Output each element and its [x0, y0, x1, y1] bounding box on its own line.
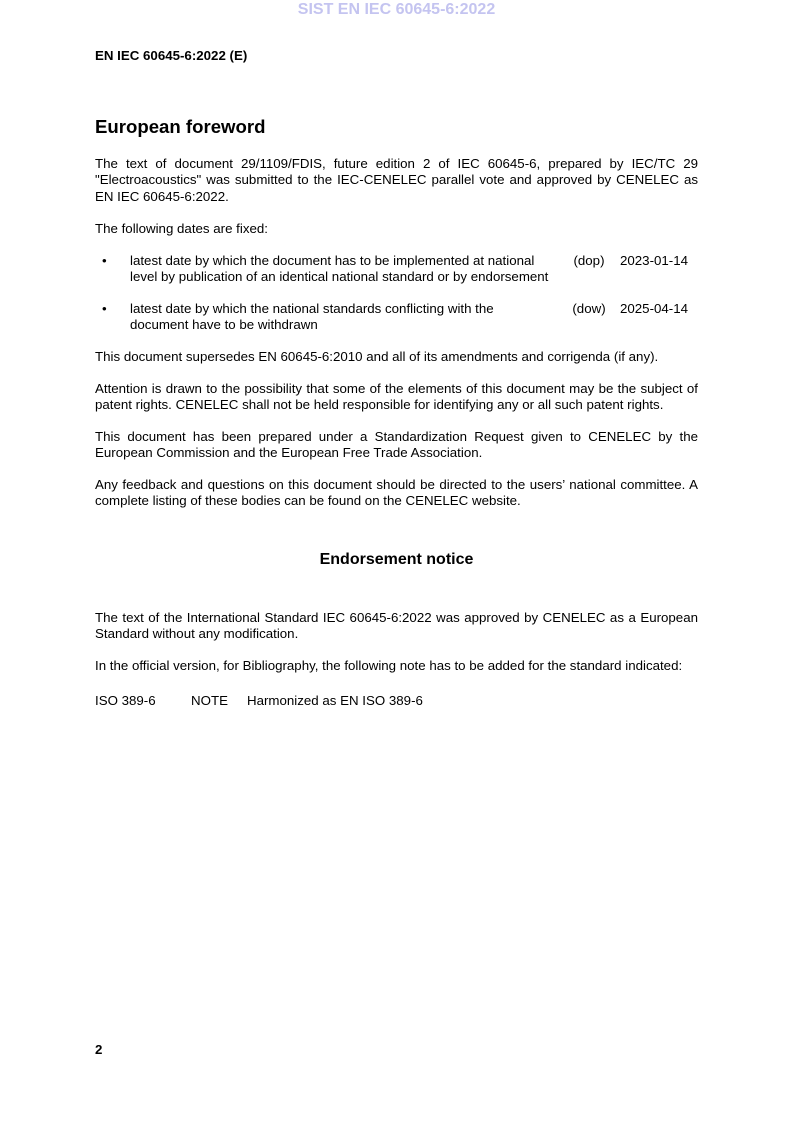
- note-text: Harmonized as EN ISO 389-6: [247, 693, 423, 708]
- foreword-paragraph-standardization-request: This document has been prepared under a Standardization Request given to CENELEC by the European Commission and the European Free Trade Association.: [95, 429, 698, 461]
- document-identifier: EN IEC 60645-6:2022 (E): [95, 48, 248, 63]
- foreword-paragraph-submission: The text of document 29/1109/FDIS, future edition 2 of IEC 60645-6, prepared by IEC/TC 29 "Electroacoustics" was submitted to the IEC-CENELEC parallel vote and approved by CENELEC as EN IEC 60645-6:2022.: [95, 156, 698, 204]
- foreword-paragraph-supersedes: This document supersedes EN 60645-6:2010 and all of its amendments and corrigenda (if any).: [95, 349, 659, 364]
- endorsement-paragraph-bibliography: In the official version, for Bibliography, the following note has to be added for the standard indicated:: [95, 658, 683, 673]
- date-code: (dow): [572, 301, 606, 316]
- note-standard: ISO 389-6: [95, 693, 156, 708]
- european-foreword-title: European foreword: [95, 116, 266, 137]
- endorsement-paragraph-approval: The text of the International Standard IEC 60645-6:2022 was approved by CENELEC as a European Standard without any modification.: [95, 610, 698, 642]
- date-description: latest date by which the document has to be implemented at national level by publication of an identical national standard or by endorsement: [130, 253, 549, 285]
- date-value: 2023-01-14: [620, 253, 689, 268]
- page-number: 2: [95, 1042, 103, 1057]
- bullet-icon: •: [102, 253, 107, 268]
- date-description: latest date by which the national standards conflicting with the document have to be withdrawn: [130, 301, 494, 333]
- note-label: NOTE: [191, 693, 228, 708]
- date-code: (dop): [573, 253, 605, 268]
- watermark-header: SIST EN IEC 60645-6:2022: [297, 1, 496, 18]
- date-row-dop: [95, 253, 698, 287]
- dates-intro: The following dates are fixed:: [95, 221, 268, 236]
- date-row-dow: [95, 301, 698, 335]
- bullet-icon: •: [102, 301, 107, 316]
- foreword-paragraph-feedback: Any feedback and questions on this document should be directed to the users’ national committee. A complete listing of these bodies can be found on the CENELEC website.: [95, 477, 698, 509]
- endorsement-notice-title: Endorsement notice: [319, 551, 474, 568]
- date-value: 2025-04-14: [620, 301, 689, 316]
- foreword-paragraph-patent-rights: Attention is drawn to the possibility that some of the elements of this document may be the subject of patent rights. CENELEC shall not be held responsible for identifying any or all such patent rights.: [95, 381, 698, 413]
